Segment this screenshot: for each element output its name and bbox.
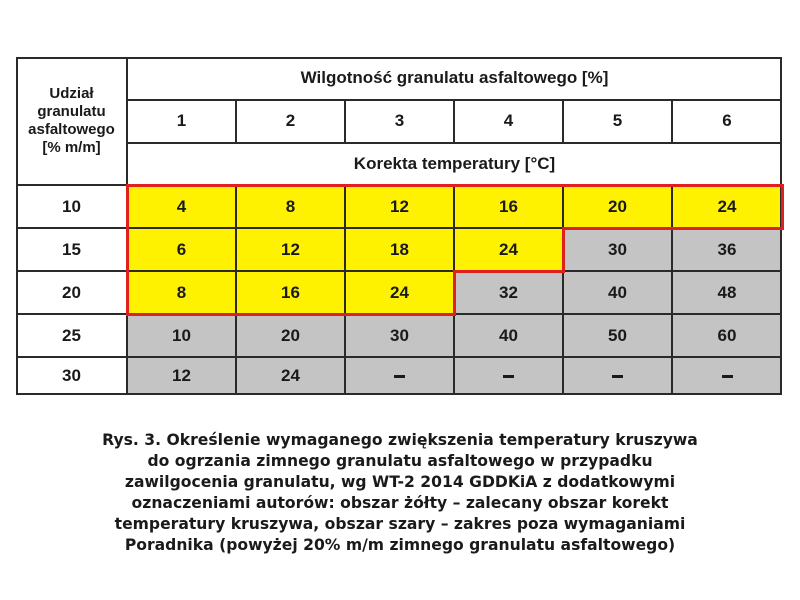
- grid-line: [453, 99, 455, 142]
- correction-cell: 32: [454, 271, 563, 314]
- correction-cell: 20: [236, 314, 345, 357]
- correction-cell: 18: [345, 228, 454, 271]
- correction-cell: 40: [454, 314, 563, 357]
- dash-mark: [722, 375, 733, 378]
- grid-line: [671, 185, 673, 395]
- share-value: 15: [62, 239, 81, 259]
- grid-line: [671, 99, 673, 142]
- recommended-zone-outline: [781, 184, 784, 230]
- moisture-value: 4: [503, 110, 514, 130]
- share-value: 25: [62, 325, 81, 345]
- correction-cell: 12: [236, 228, 345, 271]
- correction-cell: 40: [563, 271, 672, 314]
- correction-cell: 20: [563, 185, 672, 228]
- moisture-value: 6: [722, 110, 732, 130]
- table-border: [16, 393, 782, 395]
- caption-line: Poradnika (powyżej 20% m/m zimnego granulatu asfaltowego): [124, 536, 676, 554]
- corner-header-line: [% m/m]: [42, 139, 101, 156]
- correction-cell: 48: [672, 271, 782, 314]
- corner-header-line: Udział: [49, 85, 94, 102]
- caption-line: Rys. 3. Określenie wymaganego zwiększenia temperatury kruszywa: [102, 431, 698, 449]
- grid-line: [16, 270, 782, 272]
- recommended-zone-outline: [126, 184, 129, 316]
- correction-cell: 60: [672, 314, 782, 357]
- moisture-value: 2: [285, 110, 296, 130]
- temperature-correction-table: [16, 57, 782, 395]
- correction-cell: 24: [236, 357, 345, 395]
- correction-cell: 24: [454, 228, 563, 271]
- correction-cell: 24: [672, 185, 782, 228]
- correction-cell: [672, 357, 782, 395]
- grid-line: [344, 99, 346, 142]
- correction-cell: 12: [127, 357, 236, 395]
- moisture-value: 3: [394, 110, 405, 130]
- recommended-zone-outline: [453, 270, 565, 273]
- figure-caption: [40, 430, 760, 556]
- dash-mark: [503, 375, 514, 378]
- correction-cell: 50: [563, 314, 672, 357]
- correction-header: Korekta temperatury [°C]: [353, 153, 556, 173]
- correction-cell: 8: [127, 271, 236, 314]
- table-border: [16, 57, 782, 59]
- recommended-zone-outline: [453, 270, 456, 316]
- correction-cell: 30: [563, 228, 672, 271]
- recommended-zone-outline: [126, 313, 456, 316]
- corner-header: [16, 57, 127, 185]
- correction-cell: 16: [454, 185, 563, 228]
- moisture-value: 5: [612, 110, 623, 130]
- table-border: [16, 57, 18, 395]
- grid-line: [127, 142, 782, 144]
- correction-cell: 6: [127, 228, 236, 271]
- recommended-zone-outline: [126, 184, 784, 187]
- caption-line: temperatury kruszywa, obszar szary – zakres poza wymaganiami: [114, 515, 686, 533]
- correction-cell: [563, 357, 672, 395]
- share-value: 30: [62, 366, 81, 385]
- caption-line: zawilgocenia granulatu, wg WT-2 2014 GDDKiA z dodatkowymi: [124, 473, 676, 491]
- moisture-value: 1: [176, 110, 187, 130]
- correction-cell: 36: [672, 228, 782, 271]
- moisture-header: Wilgotność granulatu asfaltowego [%]: [300, 68, 609, 87]
- correction-cell: 16: [236, 271, 345, 314]
- caption-line: oznaczeniami autorów: obszar żółty – zalecany obszar korekt: [131, 494, 669, 512]
- correction-cell: 8: [236, 185, 345, 228]
- corner-header-line: asfaltowego: [28, 121, 115, 138]
- grid-line: [562, 99, 564, 142]
- grid-line: [16, 356, 782, 358]
- grid-line: [235, 99, 237, 142]
- dash-mark: [612, 375, 623, 378]
- dash-mark: [394, 375, 405, 378]
- correction-cell: 12: [345, 185, 454, 228]
- correction-cell: [454, 357, 563, 395]
- correction-cell: [345, 357, 454, 395]
- grid-line: [344, 185, 346, 395]
- correction-cell: 30: [345, 314, 454, 357]
- grid-line: [235, 185, 237, 395]
- corner-header-line: granulatu: [37, 103, 106, 120]
- share-value: 10: [62, 196, 81, 216]
- recommended-zone-outline: [562, 227, 784, 230]
- correction-cell: 24: [345, 271, 454, 314]
- correction-cell: 4: [127, 185, 236, 228]
- correction-cell: 10: [127, 314, 236, 357]
- share-value: 20: [62, 282, 81, 302]
- recommended-zone-outline: [562, 227, 565, 273]
- grid-line: [562, 185, 564, 395]
- caption-line: do ogrzania zimnego granulatu asfaltowego w przypadku: [147, 452, 653, 470]
